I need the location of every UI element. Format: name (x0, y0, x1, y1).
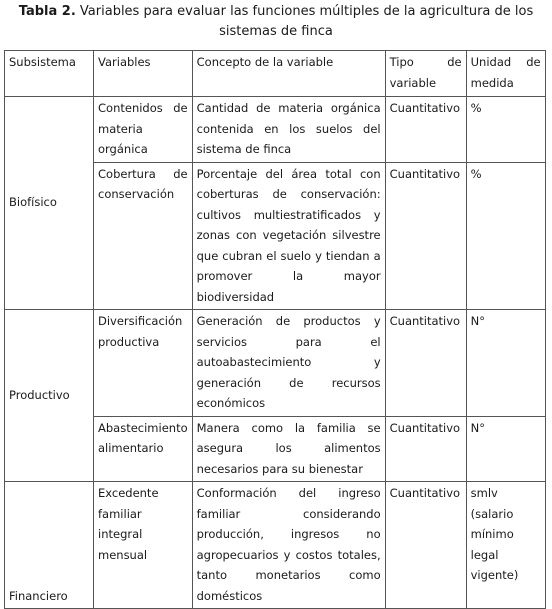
concepto-cell: Manera como la familia se asegura los alimentos necesarios para su bienestar (192, 416, 385, 482)
table-row (5, 97, 546, 163)
variable-cell: Abastecimiento alimentario (94, 416, 193, 482)
concepto-cell: Porcentaje del área total con coberturas de conservación: cultivos multiestratificados y zonas con vegetación silvestre que cubran el suelo y tiendan a promover la mayor biodiversidad (192, 162, 385, 310)
subsistema-cell: Financiero (5, 482, 94, 609)
table-row (5, 482, 546, 609)
concepto-cell: Conformación del ingreso familiar considerando producción, ingresos no agropecuarios y costos totales, tanto monetarios como domésticos (192, 482, 385, 609)
concepto-cell: Generación de productos y servicios para el autoabastecimiento y generación de recursos económicos (192, 310, 385, 417)
variable-cell: Excedente familiar integral mensual (94, 482, 193, 609)
header-concepto: Concepto de la variable (192, 51, 385, 97)
variable-cell: Cobertura de conservación (94, 162, 193, 310)
unidad-cell: N° (466, 310, 545, 417)
unidad-cell: % (466, 97, 545, 163)
variable-cell: Contenidos de materia orgánica (94, 97, 193, 163)
caption-label: Tabla 2. (18, 4, 76, 19)
header-variables: Variables (94, 51, 193, 97)
header-tipo: Tipo de variable (385, 51, 466, 97)
tipo-cell: Cuantitativo (385, 97, 466, 163)
unidad-cell: smlv (salario mínimo legal vigente) (466, 482, 545, 609)
variables-table (4, 50, 546, 609)
header-unidad: Unidad de medida (466, 51, 545, 97)
table-caption (6, 2, 546, 42)
subsistema-cell: Productivo (5, 310, 94, 482)
header-subsistema: Subsistema (5, 51, 94, 97)
table-row (5, 310, 546, 417)
tipo-cell: Cuantitativo (385, 310, 466, 417)
caption-text: Variables para evaluar las funciones múltiples de la agricultura de los sistemas de finca (79, 4, 534, 39)
tipo-cell: Cuantitativo (385, 162, 466, 310)
tipo-cell: Cuantitativo (385, 482, 466, 609)
tipo-cell: Cuantitativo (385, 416, 466, 482)
subsistema-cell: Biofísico (5, 97, 94, 310)
unidad-cell: N° (466, 416, 545, 482)
concepto-cell: Cantidad de materia orgánica contenida en los suelos del sistema de finca (192, 97, 385, 163)
variable-cell: Diversificación productiva (94, 310, 193, 417)
table-header-row (5, 51, 546, 97)
unidad-cell: % (466, 162, 545, 310)
